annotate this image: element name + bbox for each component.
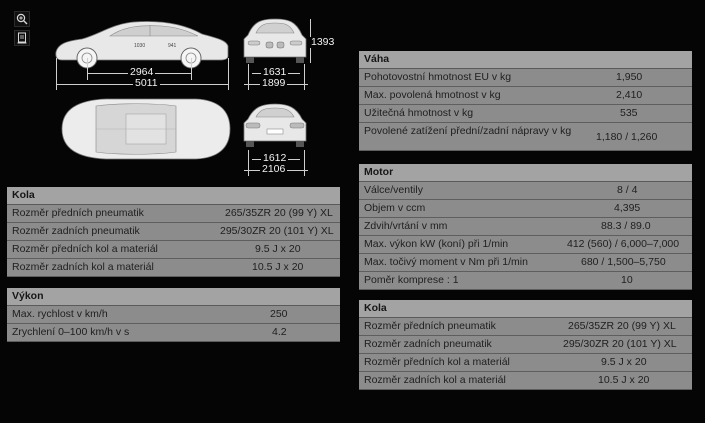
row-value: 1,950 bbox=[616, 71, 643, 83]
row-label: Povolené zatížení přední/zadní nápravy v kg bbox=[364, 125, 572, 137]
front-track-dimension: 1631 bbox=[263, 66, 287, 78]
table-row bbox=[7, 259, 340, 277]
table-row bbox=[359, 254, 692, 272]
row-value: 412 (560) / 6,000–7,000 bbox=[567, 238, 680, 250]
table-row bbox=[359, 87, 692, 105]
car-top-view bbox=[56, 94, 234, 164]
row-label: Užitečná hmotnost v kg bbox=[364, 107, 474, 119]
row-value: 295/30ZR 20 (101 Y) XL bbox=[220, 225, 334, 237]
row-label: Poměr komprese : 1 bbox=[364, 274, 459, 286]
row-value: 680 / 1,500–5,750 bbox=[581, 256, 666, 268]
row-label: Válce/ventily bbox=[364, 184, 423, 196]
height-dimension: 1393 bbox=[311, 36, 335, 48]
left-kola-table bbox=[7, 187, 340, 277]
side-label-a: 1030 bbox=[134, 43, 146, 49]
table-row bbox=[7, 306, 340, 324]
row-label: Rozměr zadních pneumatik bbox=[12, 225, 140, 237]
row-label: Objem v ccm bbox=[364, 202, 426, 214]
row-label: Rozměr zadních pneumatik bbox=[364, 338, 492, 350]
row-label: Pohotovostní hmotnost EU v kg bbox=[364, 71, 512, 83]
table-row bbox=[359, 336, 692, 354]
car-front-view bbox=[240, 15, 310, 67]
table-row bbox=[359, 318, 692, 336]
right-kola-table bbox=[359, 300, 692, 390]
table-row bbox=[359, 123, 692, 151]
side-label-b: 941 bbox=[168, 43, 177, 49]
row-label: Max. točivý moment v Nm při 1/min bbox=[364, 256, 528, 268]
right-motor-table bbox=[359, 164, 692, 290]
row-value: 265/35ZR 20 (99 Y) XL bbox=[568, 320, 676, 332]
length-dimension: 5011 bbox=[135, 77, 158, 89]
table-row bbox=[7, 205, 340, 223]
left-vykon-table bbox=[7, 288, 340, 342]
table-row bbox=[7, 223, 340, 241]
table-row bbox=[359, 354, 692, 372]
rear-track-dimension: 1612 bbox=[263, 152, 287, 164]
width-mirrors-dimension: 1899 bbox=[262, 77, 286, 89]
row-value: 9.5 J x 20 bbox=[601, 356, 647, 368]
table-row bbox=[359, 69, 692, 87]
row-label: Max. výkon kW (koní) při 1/min bbox=[364, 238, 509, 250]
right-kola-title: Kola bbox=[359, 300, 692, 318]
row-label: Rozměr předních kol a materiál bbox=[364, 356, 510, 368]
row-label: Rozměr předních pneumatik bbox=[12, 207, 144, 219]
table-row bbox=[359, 182, 692, 200]
car-dimension-drawings bbox=[0, 0, 340, 180]
row-value: 2,410 bbox=[616, 89, 643, 101]
left-vykon-title: Výkon bbox=[7, 288, 340, 306]
row-label: Rozměr zadních kol a materiál bbox=[364, 374, 506, 386]
right-vaha-table bbox=[359, 51, 692, 151]
row-value: 1,180 / 1,260 bbox=[596, 131, 658, 143]
row-label: Rozměr předních pneumatik bbox=[364, 320, 496, 332]
right-motor-title: Motor bbox=[359, 164, 692, 182]
row-value: 295/30ZR 20 (101 Y) XL bbox=[563, 338, 677, 350]
row-label: Rozměr předních kol a materiál bbox=[12, 243, 158, 255]
row-value: 535 bbox=[620, 107, 638, 119]
row-value: 10.5 J x 20 bbox=[598, 374, 650, 386]
car-rear-view bbox=[240, 101, 310, 151]
table-row bbox=[7, 324, 340, 342]
row-value: 4.2 bbox=[272, 326, 287, 338]
row-label: Max. rychlost v km/h bbox=[12, 308, 108, 320]
wheelbase-dimension: 2964 bbox=[130, 66, 154, 78]
row-value: 88.3 / 89.0 bbox=[601, 220, 651, 232]
table-row bbox=[7, 241, 340, 259]
table-row bbox=[359, 200, 692, 218]
table-row bbox=[359, 105, 692, 123]
row-value: 10 bbox=[621, 274, 633, 286]
row-value: 4,395 bbox=[614, 202, 641, 214]
table-row bbox=[359, 236, 692, 254]
row-value: 9.5 J x 20 bbox=[255, 243, 301, 255]
row-label: Zrychlení 0–100 km/h v s bbox=[12, 326, 130, 338]
width-total-dimension: 2106 bbox=[262, 163, 286, 175]
table-row bbox=[359, 272, 692, 290]
row-label: Max. povolená hmotnost v kg bbox=[364, 89, 501, 101]
row-value: 10.5 J x 20 bbox=[252, 261, 304, 273]
table-row bbox=[359, 218, 692, 236]
row-value: 8 / 4 bbox=[617, 184, 638, 196]
right-vaha-title: Váha bbox=[359, 51, 692, 69]
row-value: 265/35ZR 20 (99 Y) XL bbox=[225, 207, 333, 219]
table-row bbox=[359, 372, 692, 390]
car-side-view bbox=[52, 14, 232, 74]
row-label: Rozměr zadních kol a materiál bbox=[12, 261, 154, 273]
row-label: Zdvih/vrtání v mm bbox=[364, 220, 448, 232]
row-value: 250 bbox=[270, 308, 288, 320]
left-kola-title: Kola bbox=[7, 187, 340, 205]
